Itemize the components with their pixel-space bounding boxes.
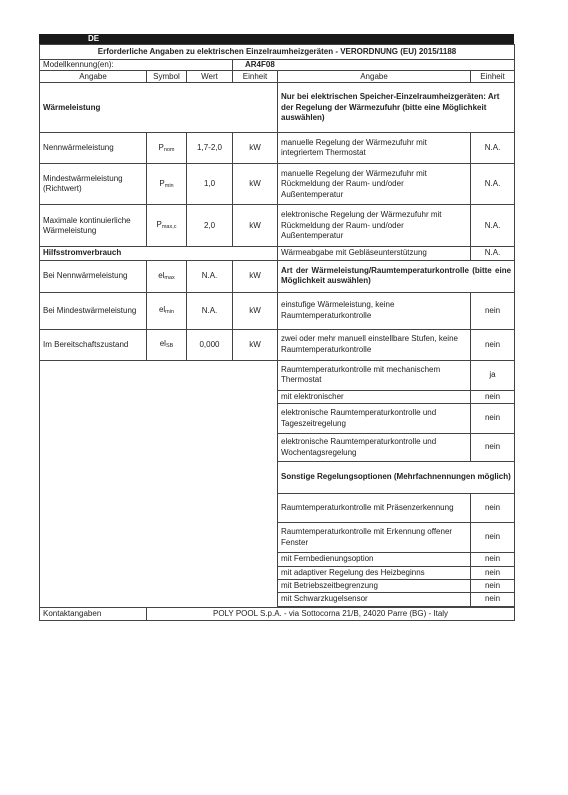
param-symbol: elSB (147, 329, 187, 360)
control-value: nein (471, 329, 515, 360)
option-label: mit adaptiver Regelung des Heizbeginns (278, 566, 471, 579)
header-angabe: Angabe (40, 71, 147, 83)
param-symbol: elmax (147, 260, 187, 292)
param-unit: kW (233, 329, 278, 360)
param-symbol: Pmin (147, 164, 187, 205)
language-label: DE (39, 34, 514, 44)
control-label: elektronische Regelung der Wärmezufuhr mit Rückmeldung der Raum- und/oder Außentemperatur (278, 205, 471, 247)
param-unit: kW (233, 260, 278, 292)
title-row (40, 45, 515, 60)
hilfsstrom-section-row (40, 247, 515, 260)
param-value: N.A. (187, 292, 233, 329)
header-wert: Wert (187, 71, 233, 83)
contact-label: Kontaktangaben (40, 607, 147, 620)
param-label: Mindestwärmeleistung (Richtwert) (40, 164, 147, 205)
ecodesign-table (39, 44, 515, 621)
regelung-heading: Art der Wärmeleistung/Raumtemperaturkontrolle (bitte eine Möglichkeit auswählen) (278, 260, 515, 292)
option-label: Raumtemperaturkontrolle mit Erkennung offener Fenster (278, 523, 471, 553)
param-value: 2,0 (187, 205, 233, 247)
option-value: nein (471, 494, 515, 523)
contact-value: POLY POOL S.p.A. - via Sottocorna 21/B, 24020 Parre (BG) - Italy (147, 607, 515, 620)
param-unit: kW (233, 164, 278, 205)
control-label: Wärmeabgabe mit Gebläseunterstützung (278, 247, 471, 260)
param-unit: kW (233, 205, 278, 247)
control-label: einstufige Wärmeleistung, keine Raumtemperaturkontrolle (278, 292, 471, 329)
param-value: N.A. (187, 260, 233, 292)
option-value: nein (471, 579, 515, 592)
control-value: N.A. (471, 133, 515, 164)
model-value: AR4F08 (233, 60, 515, 71)
option-label: mit Betriebszeitbegrenzung (278, 579, 471, 592)
table-row (40, 133, 515, 164)
param-unit: kW (233, 133, 278, 164)
option-label: Raumtemperaturkontrolle mit Präsenzerkennung (278, 494, 471, 523)
table-row (40, 360, 515, 390)
control-value: N.A. (471, 247, 515, 260)
control-value: N.A. (471, 205, 515, 247)
control-label: elektronische Raumtemperaturkontrolle und Wochentagsregelung (278, 434, 471, 462)
param-label: Nennwärmeleistung (40, 133, 147, 164)
param-value: 0,000 (187, 329, 233, 360)
hilfsstrom-heading: Hilfsstromverbrauch (40, 247, 278, 260)
param-label: Bei Mindestwärmeleistung (40, 292, 147, 329)
control-value: nein (471, 404, 515, 434)
option-label: mit Fernbedienungsoption (278, 553, 471, 566)
contact-row (40, 607, 515, 620)
model-row (40, 60, 515, 71)
option-label: mit Schwarzkugelsensor (278, 593, 471, 606)
control-label: zwei oder mehr manuell einstellbare Stufen, keine Raumtemperaturkontrolle (278, 329, 471, 360)
control-label: elektronische Raumtemperaturkontrolle und Tageszeitregelung (278, 404, 471, 434)
option-value: nein (471, 593, 515, 606)
param-symbol: Pnom (147, 133, 187, 164)
param-symbol: elmin (147, 292, 187, 329)
param-unit: kW (233, 292, 278, 329)
option-value: nein (471, 523, 515, 553)
header-row (40, 71, 515, 83)
control-label: manuelle Regelung der Wärmezufuhr mit Rückmeldung der Raum- und/oder Außentemperatur (278, 164, 471, 205)
table-row (40, 164, 515, 205)
speicher-heading: Nur bei elektrischen Speicher-Einzelraumheizgeräten: Art der Regelung der Wärmezufuhr (bitte eine Möglichkeit auswählen) (278, 83, 515, 133)
table-row (40, 329, 515, 360)
control-value: nein (471, 434, 515, 462)
param-value: 1,0 (187, 164, 233, 205)
param-value: 1,7-2,0 (187, 133, 233, 164)
other-options-heading: Sonstige Regelungsoptionen (Mehrfachnennungen möglich) (278, 462, 515, 494)
control-value: ja (471, 360, 515, 390)
header-einheit-right: Einheit (471, 71, 515, 83)
header-angabe-right: Angabe (278, 71, 471, 83)
param-label: Bei Nennwärmeleistung (40, 260, 147, 292)
table-row (40, 292, 515, 329)
table-row (40, 260, 515, 292)
control-label: Raumtemperaturkontrolle mit mechanischem Thermostat (278, 360, 471, 390)
option-value: nein (471, 566, 515, 579)
param-label: Maximale kontinuierliche Wärmeleistung (40, 205, 147, 247)
control-value: N.A. (471, 164, 515, 205)
header-einheit: Einheit (233, 71, 278, 83)
option-value: nein (471, 553, 515, 566)
table-row (40, 205, 515, 247)
control-label: mit elektronischer (278, 390, 471, 403)
param-symbol: Pmax,c (147, 205, 187, 247)
model-label: Modellkennung(en): (40, 60, 233, 71)
document-title: Erforderliche Angaben zu elektrischen Einzelraumheizgeräten - VERORDNUNG (EU) 2015/1188 (40, 45, 515, 60)
header-symbol: Symbol (147, 71, 187, 83)
control-value: nein (471, 390, 515, 403)
empty-left-area (40, 360, 278, 607)
control-label: manuelle Regelung der Wärmezufuhr mit integriertem Thermostat (278, 133, 471, 164)
waermeleistung-section-row (40, 83, 515, 133)
param-label: Im Bereitschaftszustand (40, 329, 147, 360)
waermeleistung-heading: Wärmeleistung (40, 83, 278, 133)
control-value: nein (471, 292, 515, 329)
